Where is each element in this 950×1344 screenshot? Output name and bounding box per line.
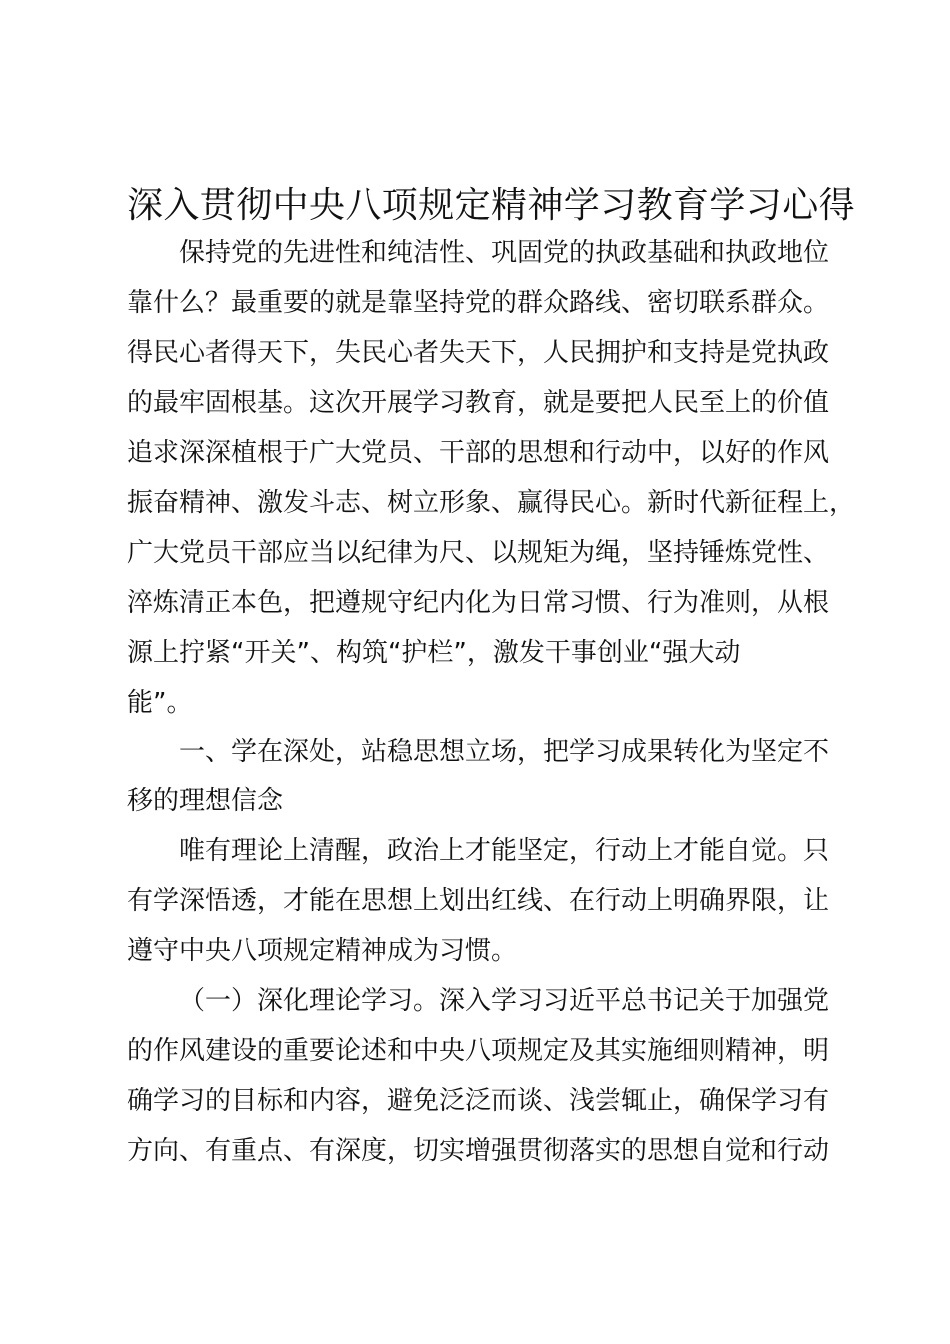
paragraph-intro bbox=[127, 228, 856, 728]
text-line: 淬炼清正本色，把遵规守纪内化为日常习惯、行为准则，从根 bbox=[127, 588, 830, 618]
text-line: （一）深化理论学习。深入学习习近平总书记关于加强党 bbox=[179, 986, 830, 1016]
text-line: 有学深悟透，才能在思想上划出红线、在行动上明确界限，让 bbox=[127, 886, 830, 916]
text-line: 得民心者得天下，失民心者失天下，人民拥护和支持是党执政 bbox=[127, 338, 830, 368]
text-line: 保持党的先进性和纯洁性、巩固党的执政基础和执政地位 bbox=[179, 238, 830, 268]
document-title: 深入贯彻中央八项规定精神学习教育学习心得 bbox=[127, 185, 856, 226]
text-line: 移的理想信念 bbox=[127, 786, 284, 816]
text-line: 方向、有重点、有深度，切实增强贯彻落实的思想自觉和行动 bbox=[127, 1136, 830, 1166]
text-line: 振奋精神、激发斗志、树立形象、赢得民心。新时代新征程上， bbox=[127, 488, 856, 518]
text-line: 追求深深植根于广大党员、干部的思想和行动中，以好的作风 bbox=[127, 438, 830, 468]
text-line: 遵守中央八项规定精神成为习惯。 bbox=[127, 936, 518, 966]
document-body bbox=[127, 228, 856, 1176]
text-line: 的作风建设的重要论述和中央八项规定及其实施细则精神，明 bbox=[127, 1036, 830, 1066]
text-line: 靠什么？最重要的就是靠坚持党的群众路线、密切联系群众。 bbox=[127, 288, 830, 318]
paragraph-subsection-1 bbox=[127, 976, 833, 1176]
paragraph-section-lead bbox=[127, 826, 833, 976]
text-line: 广大党员干部应当以纪律为尺、以规矩为绳，坚持锤炼党性、 bbox=[127, 538, 830, 568]
section-heading bbox=[127, 728, 833, 826]
text-line: 唯有理论上清醒，政治上才能坚定，行动上才能自觉。只 bbox=[179, 836, 830, 866]
text-line: 源上拧紧“开关”、构筑“护栏”，激发干事创业“强大动 bbox=[127, 638, 741, 668]
text-line: 确学习的目标和内容，避免泛泛而谈、浅尝辄止，确保学习有 bbox=[127, 1086, 830, 1116]
text-line: 的最牢固根基。这次开展学习教育，就是要把人民至上的价值 bbox=[127, 388, 830, 418]
text-line: 能”。 bbox=[127, 688, 193, 718]
text-line: 一、学在深处，站稳思想立场，把学习成果转化为坚定不 bbox=[179, 737, 830, 767]
